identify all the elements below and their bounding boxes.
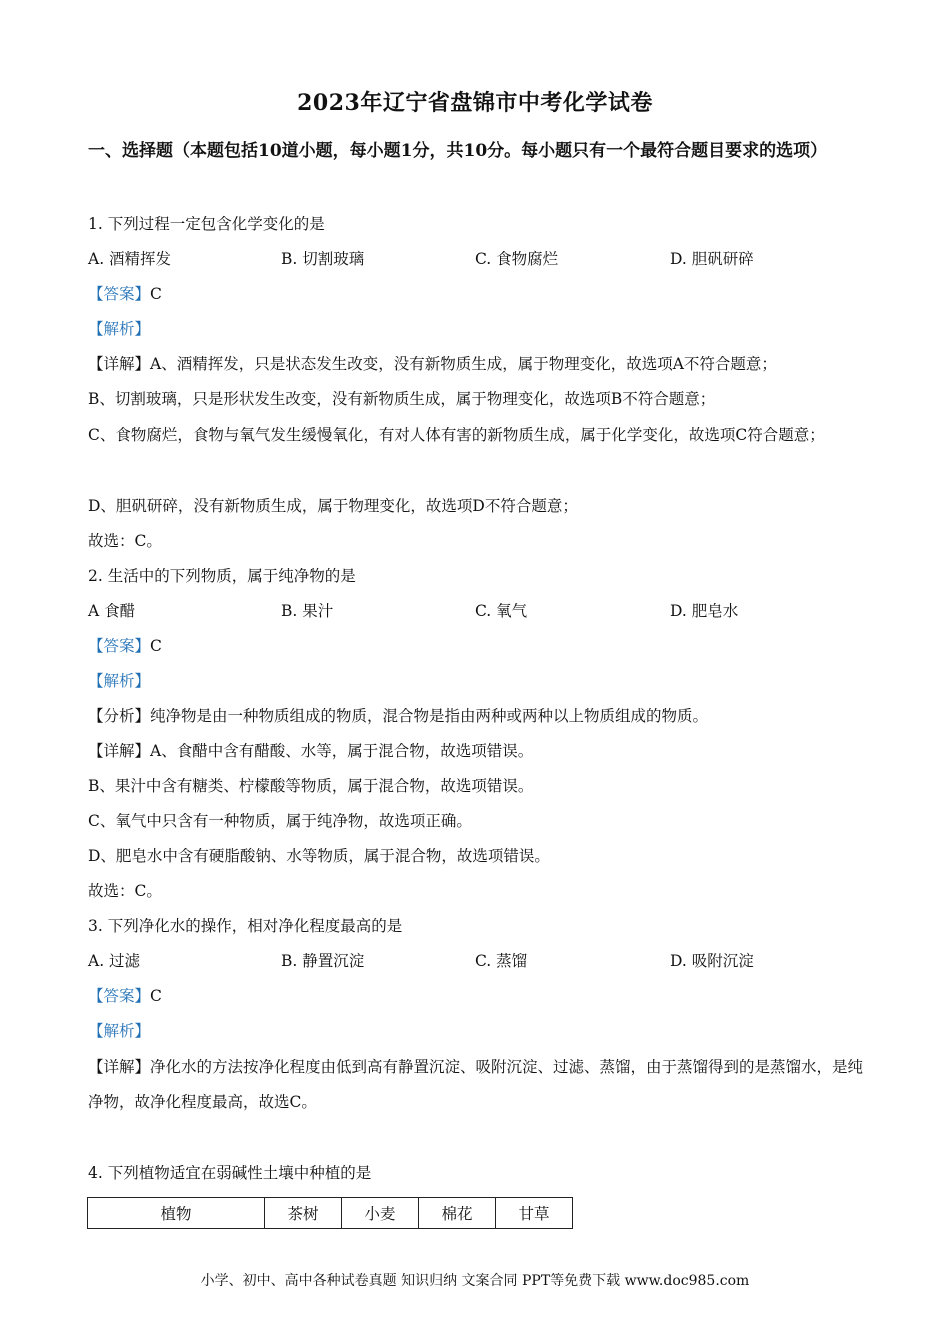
q1-answer-value: C	[150, 285, 162, 303]
page-title: 2023年辽宁省盘锦市中考化学试卷	[297, 90, 653, 116]
detail-label: 【详解】	[88, 355, 151, 373]
q2-option-a: A 食醋	[88, 602, 136, 620]
q1-conclusion: 故选：C。	[88, 532, 162, 550]
q3-detail	[88, 1050, 878, 1120]
q1-detail-3: C、食物腐烂，食物与氧气发生缓慢氧化，有对人体有害的新物质生成，属于化学变化，故选项C符合题意；	[88, 426, 825, 444]
q4-stem: 4. 下列植物适宜在弱碱性土壤中种植的是	[88, 1164, 372, 1182]
q1-answer	[88, 283, 878, 305]
q3-detail-text: 净化水的方法按净化程度由低到高有静置沉淀、吸附沉淀、过滤、蒸馏，由于蒸馏得到的是蒸馏水，是纯净物，故净化程度最高，故选C。	[88, 1058, 864, 1111]
q3-analysis-label	[88, 1020, 878, 1042]
answer-label: 【答案】	[88, 987, 151, 1005]
q1-analysis-label	[88, 318, 878, 340]
q1-detail-4: D、胆矾研碎，没有新物质生成，属于物理变化，故选项D不符合题意；	[88, 497, 578, 515]
page-footer: 小学、初中、高中各种试卷真题 知识归纳 文案合同 PPT等免费下载 www.doc985.com	[200, 1273, 750, 1289]
q2-detail-3: C、氧气中只含有一种物质，属于纯净物，故选项正确。	[88, 812, 472, 830]
analysis-label: 【解析】	[88, 672, 151, 690]
q1-option-a: A. 酒精挥发	[88, 250, 172, 268]
table-header-cell: 茶树	[265, 1198, 342, 1229]
q3-stem: 3. 下列净化水的操作，相对净化程度最高的是	[88, 917, 403, 935]
q2-option-d: D. 肥皂水	[670, 602, 739, 620]
breakdown-label: 【分析】	[88, 707, 151, 725]
plant-table	[87, 1197, 573, 1229]
q2-breakdown-text: 纯净物是由一种物质组成的物质，混合物是指由两种或两种以上物质组成的物质。	[150, 707, 709, 725]
q1-detail-2: B、切割玻璃，只是形状发生改变，没有新物质生成，属于物理变化，故选项B不符合题意；	[88, 390, 716, 408]
q1-detail-1	[88, 353, 878, 375]
q2-breakdown	[88, 705, 878, 727]
detail-label: 【详解】	[88, 742, 151, 760]
q2-analysis-label	[88, 670, 878, 692]
q2-detail-1-text: A、食醋中含有醋酸、水等，属于混合物，故选项错误。	[150, 742, 534, 760]
q1-stem: 1. 下列过程一定包含化学变化的是	[88, 215, 325, 233]
table-header-cell: 甘草	[496, 1198, 573, 1229]
q2-detail-4: D、肥皂水中含有硬脂酸钠、水等物质，属于混合物，故选项错误。	[88, 847, 550, 865]
q1-option-c: C. 食物腐烂	[475, 250, 559, 268]
q2-answer-value: C	[150, 637, 162, 655]
q1-option-d: D. 胆矾研碎	[670, 250, 754, 268]
q3-answer	[88, 985, 878, 1007]
q3-option-d: D. 吸附沉淀	[670, 952, 754, 970]
detail-label: 【详解】	[88, 1058, 151, 1076]
q2-conclusion: 故选：C。	[88, 882, 162, 900]
table-row	[88, 1198, 573, 1229]
analysis-label: 【解析】	[88, 1022, 151, 1040]
q2-option-b: B. 果汁	[281, 602, 334, 620]
table-header-cell: 棉花	[419, 1198, 496, 1229]
q3-option-b: B. 静置沉淀	[281, 952, 365, 970]
q2-answer	[88, 635, 878, 657]
answer-label: 【答案】	[88, 637, 151, 655]
q2-stem: 2. 生活中的下列物质，属于纯净物的是	[88, 567, 356, 585]
table-header-cell: 植物	[88, 1198, 265, 1229]
q1-detail-1-text: A、酒精挥发，只是状态发生改变，没有新物质生成，属于物理变化，故选项A不符合题意；	[150, 355, 777, 373]
q2-detail-1	[88, 740, 878, 762]
q3-option-c: C. 蒸馏	[475, 952, 528, 970]
section-heading: 一、选择题（本题包括10道小题，每小题1分，共10分。每小题只有一个最符合题目要求的选项）	[88, 141, 828, 161]
answer-label: 【答案】	[88, 285, 151, 303]
analysis-label: 【解析】	[88, 320, 151, 338]
table-header-cell: 小麦	[342, 1198, 419, 1229]
q1-option-b: B. 切割玻璃	[281, 250, 365, 268]
q3-answer-value: C	[150, 987, 162, 1005]
q2-option-c: C. 氧气	[475, 602, 528, 620]
q2-detail-2: B、果汁中含有糖类、柠檬酸等物质，属于混合物，故选项错误。	[88, 777, 534, 795]
q3-option-a: A. 过滤	[88, 952, 141, 970]
